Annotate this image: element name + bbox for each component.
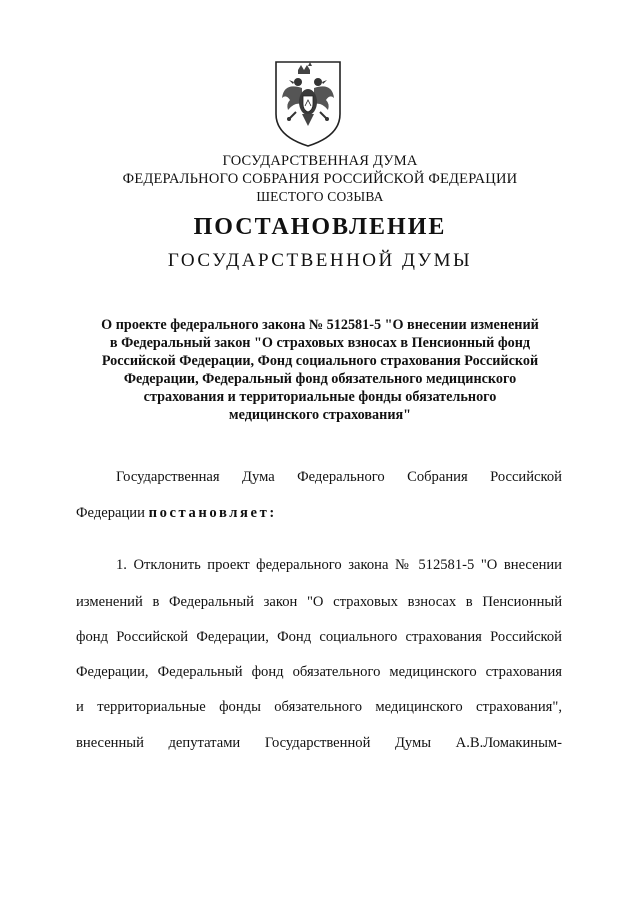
coat-of-arms-emblem — [272, 58, 344, 148]
document-issuer-title: ГОСУДАРСТВЕННОЙ ДУМЫ — [167, 250, 473, 271]
operative-word: постановляет: — [148, 505, 277, 521]
subject-line: страхования и территориальные фонды обязательного — [143, 389, 497, 405]
subject-line: О проекте федерального закона № 512581-5 "О внесении изменений — [101, 317, 539, 333]
org-name-line-2: ФЕДЕРАЛЬНОГО СОБРАНИЯ РОССИЙСКОЙ ФЕДЕРАЦИИ — [122, 171, 518, 187]
item-1-line: Федерации, Федеральный фонд обязательного медицинского страхования — [76, 664, 562, 680]
intro-prefix: Федерации — [76, 505, 145, 521]
intro-line-1: Государственная Дума Федерального Собрания Российской — [116, 469, 562, 485]
org-name-line-1: ГОСУДАРСТВЕННАЯ ДУМА — [222, 153, 418, 169]
item-1-line: изменений в Федеральный закон "О страховых взносах в Пенсионный — [76, 594, 562, 610]
convocation-line: ШЕСТОГО СОЗЫВА — [256, 189, 384, 204]
item-1-line: и территориальные фонды обязательного медицинского страхования", — [76, 699, 562, 715]
item-1-line: 1. Отклонить проект федерального закона № 512581-5 "О внесении — [116, 557, 562, 573]
subject-line: медицинского страхования" — [228, 407, 412, 423]
item-1-line: внесенный депутатами Государственной Думы А.В.Ломакиным- — [76, 735, 562, 751]
intro-line-2 — [76, 505, 562, 522]
subject-line: Федерации, Федеральный фонд обязательного медицинского — [123, 371, 517, 387]
resolution-subject — [80, 316, 560, 424]
subject-line: Российской Федерации, Фонд социального страхования Российской — [101, 353, 539, 369]
document-type-title: ПОСТАНОВЛЕНИЕ — [193, 214, 447, 240]
item-1-line: фонд Российской Федерации, Фонд социального страхования Российской — [76, 629, 562, 645]
subject-line: в Федеральный закон "О страховых взносах в Пенсионный фонд — [109, 335, 531, 351]
